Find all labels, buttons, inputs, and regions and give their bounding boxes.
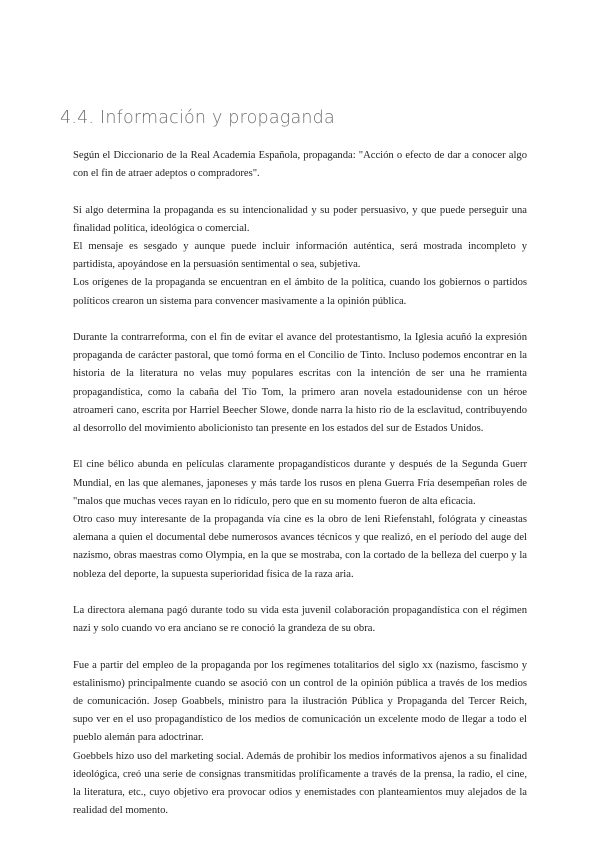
paragraph-riefenstahl: Otro caso muy interesante de la propaganda vía cine es la obro de leni Riefenstahl, fológrata y cineastas alemana a quien el documental debe numerosos avances técnicos y que realizó, en el período del auge del nazismo, obras maestras como Olympia, en la que se mostraba, con la cortado de la belleza del cuerpo y la nobleza del deporte, la supuesta superioridad física de la raza aria. xyxy=(73,514,527,580)
paragraph-war-cinema: El cine bélico abunda en películas claramente propagandísticos durante y después de la Segunda Guerr Mundial, en las que alemanes, japoneses y más tarde los rusos en plena Guerra Fría desempeñan roles de "malos que muchas veces rayan en lo ridículo, pero que en su momento fueron de alta eficacia. xyxy=(73,459,527,507)
paragraph-definition: Según el Diccionario de la Real Academia Española, propaganda: "Acción o efecto de dar a conocer algo con el fin de atraer adeptos o compradores". xyxy=(73,150,527,180)
paragraph-origins: Los orígenes de la propaganda se encuentran en el ámbito de la política, cuando los gobiernos o partidos políticos crearon un sistema para convencer masivamente a la opinión pública. xyxy=(73,277,527,307)
paragraph-goebbels: Goebbels hizo uso del marketing social. Además de prohibir los medios informativos ajenos a su finalidad ideológica, creó una serie de consignas transmitidas prolíficamente a través de la prensa, la radio, el cine, la literatura, etc., cuyo objetivo era provocar odios y enemistades con planteamientos muy alejados de la realidad del momento. xyxy=(73,750,527,817)
paragraph-director: La directora alemana pagó durante todo su vida esta juvenil colaboración propagandística con el régimen nazi y solo cuando vo era anciano se re conoció la grandeza de su obra. xyxy=(73,605,527,635)
paragraph-message: El mensaje es sesgado y aunque puede incluir información auténtica, será mostrada incompleto y partidista, apoyándose en la persuasión sentimental o sea, subjetiva. xyxy=(73,241,527,271)
paragraph-counter-reformation: Durante la contrarreforma, con el fin de evitar el avance del protestantismo, la Iglesia acuñó la expresión propaganda de carácter pastoral, que tomó forma en el Concilio de Tinto. Incluso podemos encontrar en la historia de la literatura no velas muy populares escritas con la intención de ser una he rramienta propagandística, como la cabaña del Tío Tom, la primero aran novela estadounidense con un héroe atroameri cano, escrita por Harriel Beecher Slowe, donde narra la histo rio de la esclavitud, contribuyendo al desorrollo del movimiento abolicionisto tan presente en los estados del sur de Estados Unidos. xyxy=(73,332,527,435)
section-title: 4.4. Información y propaganda xyxy=(60,108,335,128)
paragraph-totalitarian: Fue a partir del empleo de la propaganda por los regímenes totalitarios del siglo xx (nazismo, fascismo y estalinismo) principalmente cuando se asoció con un control de la opinión pública a través de los medios de comunicación. Josep Goabbels, ministro para la ilustración Pública y Propaganda del Tercer Reich, supo ver en el uso propagandístico de los medios de comunicación un excelente modo de llegar a todo el pueblo alemán para adoctrinar. xyxy=(73,659,527,744)
body-text xyxy=(73,147,527,820)
paragraph-intent: Si algo determina la propaganda es su intencionalidad y su poder persuasivo, y que puede perseguir una finalidad política, ideológica o comercial. xyxy=(73,204,527,234)
